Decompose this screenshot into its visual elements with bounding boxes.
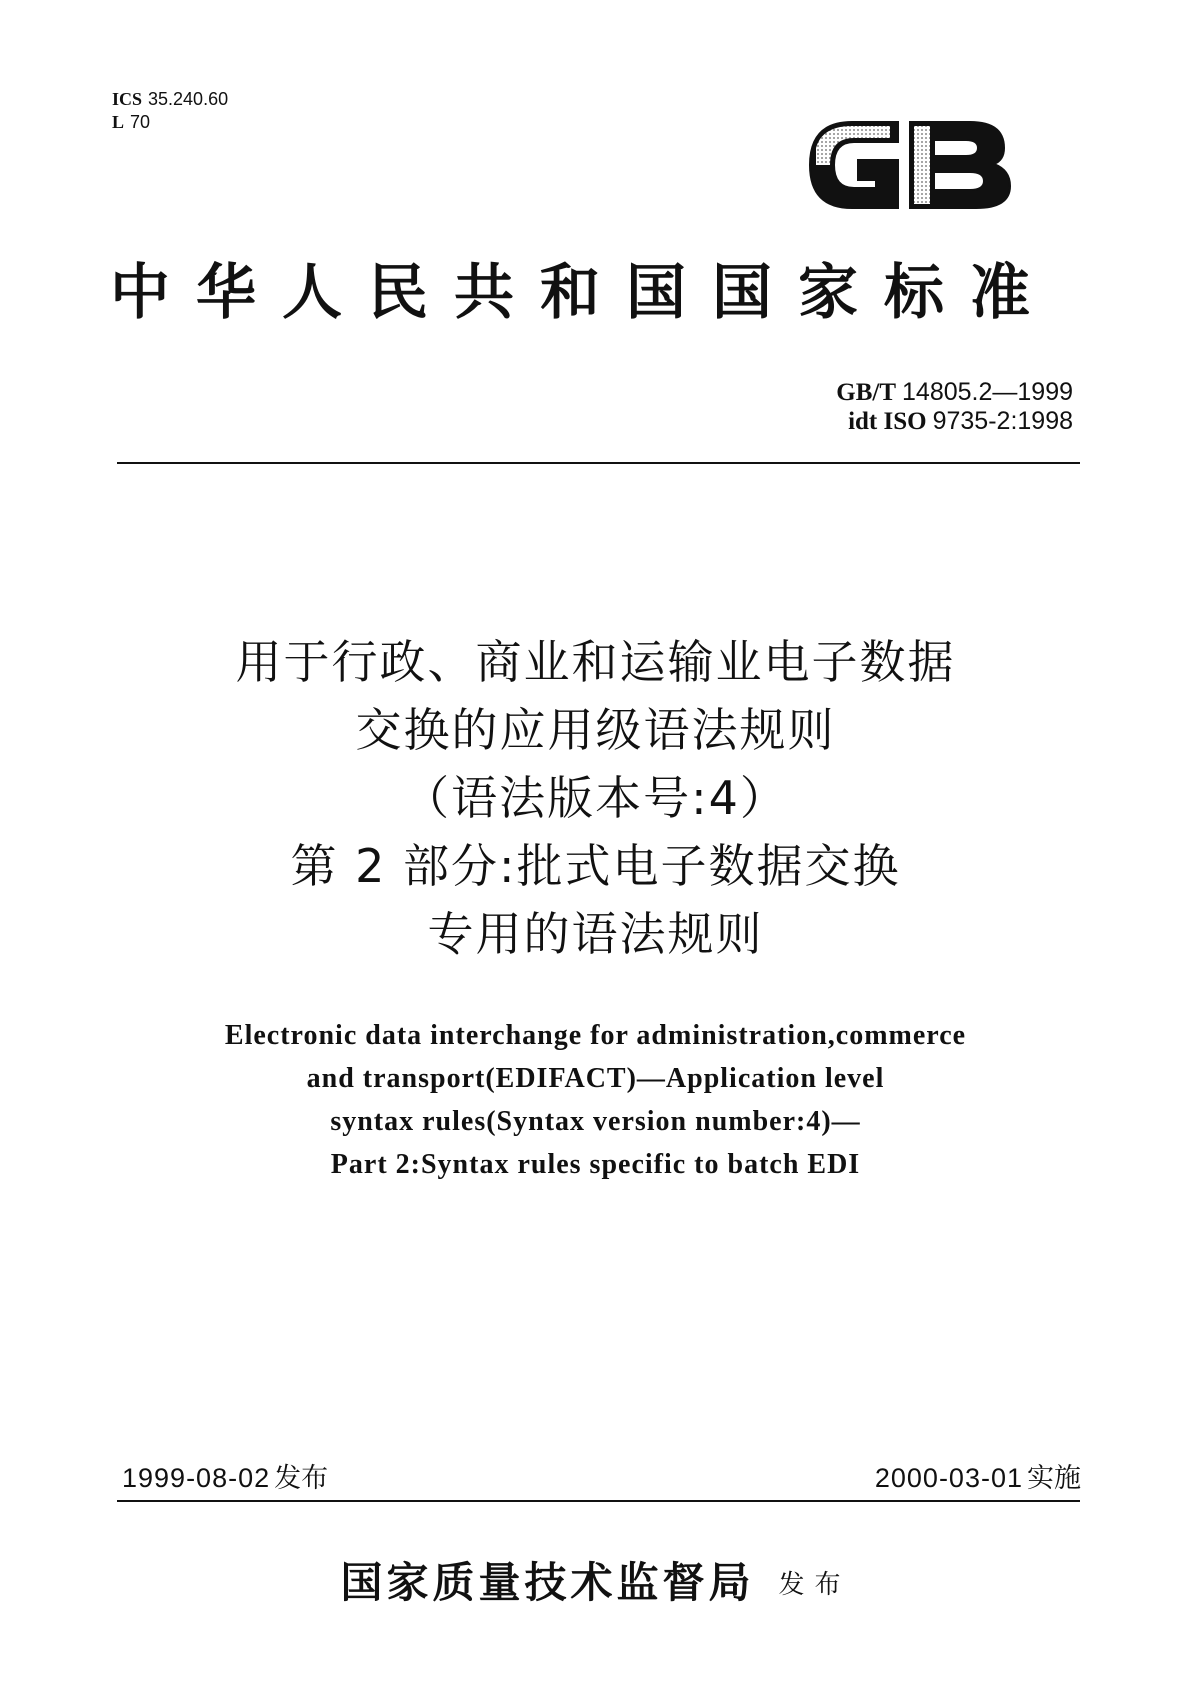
english-title <box>0 1014 1191 1186</box>
issue-date <box>122 1462 328 1495</box>
issuer-name: 国家质量技术监督局 <box>340 1558 755 1607</box>
gb-logo-icon <box>800 108 1020 223</box>
idt-label: idt ISO <box>848 408 927 435</box>
chinese-title-line: 第 2 部分:批式电子数据交换 <box>290 839 901 893</box>
chinese-title <box>0 628 1191 968</box>
issue-date-word: 发布 <box>274 1463 329 1494</box>
classification-block <box>112 88 228 134</box>
effective-date-value: 2000-03-01 <box>874 1463 1023 1493</box>
idt-number-line <box>836 407 1073 436</box>
issuer-action: 发布 <box>778 1570 851 1600</box>
idt-number: 9735-2:1998 <box>932 407 1073 435</box>
effective-date <box>875 1462 1081 1495</box>
english-title-line: and transport(EDIFACT)—Application level <box>306 1063 885 1094</box>
gb-label: GB/T <box>836 379 897 406</box>
standard-numbers <box>836 378 1073 436</box>
chinese-title-line: 用于行政、商业和运输业电子数据 <box>235 635 956 689</box>
chinese-title-line: 交换的应用级语法规则 <box>355 703 836 757</box>
bottom-divider <box>117 1500 1080 1502</box>
english-title-line: Electronic data interchange for administration,commerce <box>224 1020 967 1051</box>
issue-date-value: 1999-08-02 <box>122 1463 271 1493</box>
ics-line <box>112 88 228 111</box>
l-label: L <box>112 112 125 132</box>
english-title-line: Part 2:Syntax rules specific to batch EDI <box>330 1149 861 1180</box>
effective-date-word: 实施 <box>1027 1463 1081 1494</box>
l-line <box>112 111 228 134</box>
gb-number: 14805.2—1999 <box>902 378 1073 406</box>
english-title-line: syntax rules(Syntax version number:4)— <box>330 1106 861 1137</box>
l-value: 70 <box>130 112 151 132</box>
issuer <box>0 1550 1191 1610</box>
national-standard-title: 中华人民共和国国家标准 <box>110 258 1056 328</box>
chinese-title-line: （语法版本号:4） <box>403 771 788 825</box>
chinese-title-line: 专用的语法规则 <box>427 907 764 961</box>
gb-number-line <box>836 378 1073 407</box>
ics-value: 35.240.60 <box>148 89 229 109</box>
ics-label: ICS <box>112 89 143 109</box>
top-divider <box>117 462 1080 464</box>
